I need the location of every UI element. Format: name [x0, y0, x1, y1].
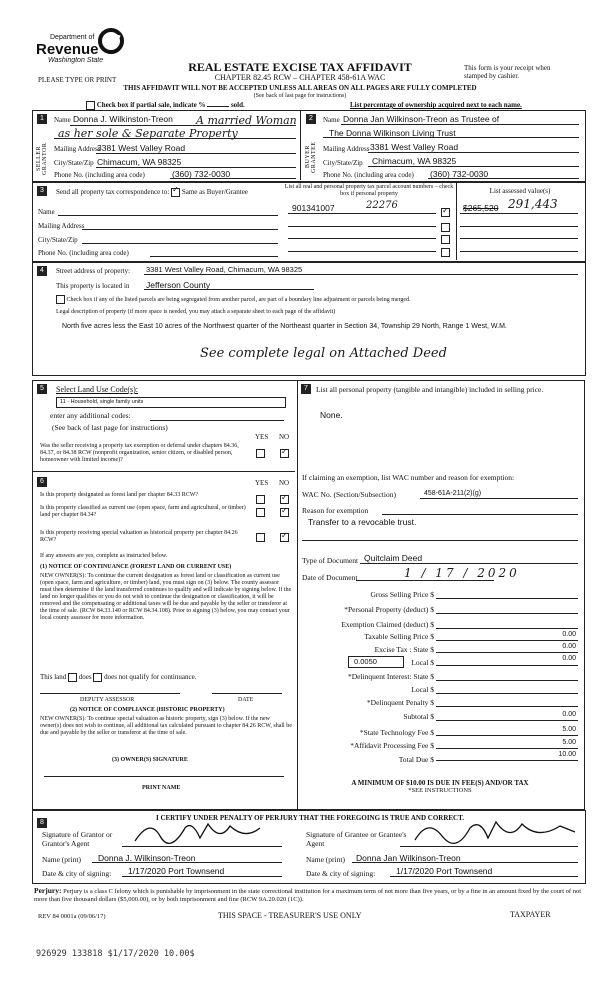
total-due-label: Total Due $	[398, 755, 434, 764]
s3-address-label: Mailing Address	[38, 222, 85, 230]
owner-signature: (3) OWNER(S) SIGNATURE	[112, 757, 188, 763]
buyer-city-label: City/State/Zip	[323, 159, 363, 167]
s5-see-back: (See back of last page for instructions)	[52, 423, 168, 432]
logo-dept: Department of	[50, 34, 95, 41]
taxable-price-value: 0.00	[562, 631, 576, 638]
county: Jefferson County	[146, 280, 211, 290]
buyer-name-line2: The Donna Wilkinson Living Trust	[329, 128, 456, 138]
gross-price-label: Gross Selling Price $	[370, 590, 434, 599]
local-rate: 0.0050	[354, 657, 377, 666]
grantee-sig-label: Signature of Grantee or Grantee's Agent	[306, 830, 407, 848]
perjury-notice: Perjury: Perjury is a class C felony which is punishable by imprisonment in the state correctional institution for a maximum term of not more than five years, or by a fine in an amount fixed by the court of not more than five thousand dollars ($5,000.00), or by both imprisonment and fine (RCW 9A.20.020 (1C)).	[34, 886, 582, 903]
seller-address: 3381 West Valley Road	[97, 143, 186, 153]
section-4-number: 4	[37, 266, 47, 276]
excise-state-label: Excise Tax : State $	[374, 645, 434, 654]
additional-codes-label: enter any additional codes:	[50, 411, 131, 420]
partial-sale-checkbox[interactable]	[86, 101, 95, 110]
s6-yes: YES	[255, 479, 269, 487]
dor-logo	[30, 28, 130, 68]
this-land-row: This land does does not qualify for continuance.	[40, 673, 197, 682]
reason-label: Reason for exemption	[302, 506, 369, 515]
section-3-number: 3	[37, 186, 47, 196]
buyer-address: 3381 West Valley Road	[370, 142, 459, 152]
tech-fee-value: 5.00	[562, 726, 576, 733]
doc-date-handwritten: 1 / 17 / 2020	[404, 566, 520, 580]
grantee-signature-icon	[410, 814, 580, 846]
seller-phone-label: Phone No. (including area code)	[54, 171, 145, 179]
seller-phone: (360) 732-0030	[172, 169, 231, 179]
personal-deduct-label: *Personal Property (deduct) $	[344, 605, 434, 614]
buyer-name: Donna Jan Wilkinson-Treon as Trustee of	[343, 114, 500, 124]
partial-sale-row: Check box if partial sale, indicate % sold.	[86, 101, 245, 110]
grantor-signature-icon	[130, 816, 280, 846]
segregated-checkbox[interactable]	[56, 295, 65, 304]
parcel-header: List all real and personal property tax parcel account numbers – check box if personal property	[284, 184, 454, 197]
seller-name-handwritten: A married Woman as her sole & Separate Property	[58, 114, 297, 140]
certify-statement: I CERTIFY UNDER PENALTY OF PERJURY THAT THE FOREGOING IS TRUE AND CORRECT.	[155, 814, 464, 822]
parcel-handwritten: 22276	[366, 200, 398, 211]
notice-1-title: (1) NOTICE OF CONTINUANCE (FOREST LAND OR CURRENT USE)	[40, 564, 232, 570]
local-label: Local $	[411, 658, 434, 667]
grantee-name: Donna Jan Wilkinson-Treon	[356, 853, 461, 863]
parcel-1-personal-checkbox[interactable]	[441, 208, 450, 217]
s6-q3-yes-checkbox[interactable]	[256, 533, 265, 542]
excise-state-value: 0.00	[562, 643, 576, 650]
deputy-assessor: DEPUTY ASSESSOR	[80, 697, 135, 703]
tech-fee-label: *State Technology Fee $	[359, 728, 434, 737]
legal-handwritten: See complete legal on Attached Deed	[200, 346, 447, 361]
exemption-label: If claiming an exemption, list WAC number and reason for exemption:	[302, 473, 515, 482]
subtotal-label: Subtotal $	[403, 712, 434, 721]
buyer-vertical-label: BUYER GRANTEE	[305, 141, 317, 173]
section-7-number: 7	[301, 384, 311, 394]
assessed-value-handwritten: 291,443	[508, 197, 558, 211]
cashier-stamp: 926929 133818 $1/17/2020 10.00$	[36, 949, 195, 959]
deputy-date: DATE	[238, 697, 254, 703]
grantor-signature[interactable]	[130, 816, 280, 846]
minimum-due: A MINIMUM OF $10.00 IS DUE IN FEE(S) AND/OR TAX	[351, 779, 529, 787]
land-does-checkbox[interactable]	[68, 673, 77, 682]
print-name: PRINT NAME	[142, 785, 181, 791]
located-label: This property is located in	[56, 282, 130, 290]
s3-name-label: Name	[38, 208, 55, 216]
section-6-number: 6	[37, 477, 47, 487]
form-chapter: CHAPTER 82.45 RCW – CHAPTER 458-61A WAC	[214, 73, 386, 82]
grantee-date-label: Date & city of signing:	[306, 869, 376, 878]
street-label: Street address of property:	[56, 267, 131, 275]
buyer-name-label: Name	[323, 116, 340, 124]
local-value: 0.00	[562, 655, 576, 662]
land-does-not-checkbox[interactable]	[93, 673, 102, 682]
grantor-sig-label: Signature of Grantor or Grantor's Agent	[42, 830, 113, 848]
grantee-signature[interactable]	[410, 814, 580, 846]
please-type: PLEASE TYPE OR PRINT	[38, 76, 117, 84]
taxpayer-label: TAXPAYER	[510, 910, 551, 919]
grantor-date-label: Date & city of signing:	[42, 869, 112, 878]
additional-codes-input[interactable]	[150, 420, 284, 421]
logo-revenue: Revenue	[36, 41, 99, 58]
notice-2-title: (2) NOTICE OF COMPLIANCE (HISTORIC PROPERTY)	[70, 707, 225, 713]
notice-1-body: NEW OWNER(S): To continue the current designation as forest land or classification as current use (open space, farm and agriculture, or timber) land, you must sign on (3) below. The county assessor must then determine if the land transferred continues to qualify and will indicate by signing below. If the land no longer qualifies or you do not wish to continue the designation or classification, it will be removed and the compensating or additional taxes will be due and payable by the seller or transferor at the time of sale. (RCW 84.33.140 or RCW 84.34.108). Prior to signing (3) below, you may contact your local county assessor for more information.	[40, 573, 292, 621]
s3-city-label: City/State/Zip	[38, 236, 78, 244]
s3-phone-label: Phone No. (including area code)	[38, 249, 129, 257]
section-5-number: 5	[37, 384, 47, 394]
parcel-4-personal-checkbox[interactable]	[441, 248, 450, 257]
s6-q2-yes-checkbox[interactable]	[256, 508, 265, 517]
s6-if-yes: If any answers are yes, complete as instructed below.	[40, 553, 168, 559]
doc-type: Quitclaim Deed	[364, 553, 423, 563]
affidavit-fee-label: *Affidavit Processing Fee $	[350, 741, 434, 750]
affidavit-fee-value: 5.00	[562, 739, 576, 746]
parcel-number: 901341007	[292, 203, 335, 213]
logo-swoosh-icon	[98, 28, 124, 54]
s6-no: NO	[279, 479, 290, 487]
section-1-number: 1	[37, 114, 47, 124]
assessed-value-struck: $265,520	[463, 203, 499, 213]
doc-date-label: Date of Document	[302, 573, 358, 582]
buyer-phone: (360) 732-0030	[430, 169, 489, 179]
grantor-name: Donna J. Wilkinson-Treon	[98, 853, 196, 863]
buyer-address-label: Mailing Address	[323, 145, 370, 153]
assessed-header: List assessed value(s)	[489, 187, 551, 195]
s6-q2-no-checkbox[interactable]	[280, 508, 289, 517]
treasurer-use: THIS SPACE - TREASURER'S USE ONLY	[218, 911, 362, 920]
s5-question: Was the seller receiving a property tax exemption or deferral under chapters 84.36, 84.37, or 84.38 RCW (nonprofit organization, senior citizen, or disabled person, homeowner with limited income)?	[40, 443, 239, 463]
send-correspondence: Send all property tax correspondence to: ✓ Same as Buyer/Grantee	[56, 188, 248, 197]
exemption-reason: Transfer to a revocable trust.	[308, 517, 417, 527]
s6-q1: Is this property designated as forest land per chapter 84.33 RCW?	[40, 492, 199, 498]
total-due-value: 10.00	[558, 751, 576, 758]
seller-city-label: City/State/Zip	[54, 159, 94, 167]
s6-q2: Is this property classified as current use (open space, farm and agricultural, or timber) land per chapter 84.34?	[40, 505, 246, 518]
delinquent-local-label: Local $	[411, 685, 434, 694]
form-title: REAL ESTATE EXCISE TAX AFFIDAVIT	[188, 60, 412, 74]
form-warning: THIS AFFIDAVIT WILL NOT BE ACCEPTED UNLESS ALL AREAS ON ALL PAGES ARE FULLY COMPLETED	[123, 84, 477, 92]
street-address: 3381 West Valley Road, Chimacum, WA 98325	[146, 265, 303, 274]
wac-number: 458-61A-211(2)(g)	[424, 490, 482, 497]
seller-name-label: Name	[54, 116, 71, 124]
exemption-claimed-label: Exemption Claimed (deduct) $	[341, 620, 434, 629]
s5-no: NO	[279, 433, 290, 441]
grantee-date: 1/17/2020 Port Townsend	[396, 866, 493, 876]
notice-2-body: NEW OWNER(S): To continue special valuation as historic property, sign (3) below. If the new owner(s) does not wish to continue, all additional tax calculated pursuant to chapter 84.26 RCW, shall be due and payable by the seller or transferor at the time of sale.	[40, 716, 292, 736]
section-8-number: 8	[37, 818, 47, 828]
s5-yes-checkbox[interactable]	[256, 449, 265, 458]
section-2-number: 2	[306, 114, 316, 124]
form-see-back: (See back of last page for instructions)	[253, 93, 347, 99]
see-instructions: *SEE INSTRUCTIONS	[408, 787, 472, 794]
grantor-date: 1/17/2020 Port Townsend	[128, 866, 225, 876]
same-as-buyer-checkbox[interactable]	[171, 188, 180, 197]
s5-no-checkbox[interactable]	[280, 449, 289, 458]
rev-number: REV 84 0001a (09/06/17)	[38, 913, 106, 920]
personal-property-label: List all personal property (tangible and intangible) included in selling price.	[316, 385, 544, 394]
taxable-price-label: Taxable Selling Price $	[364, 632, 434, 641]
legal-description: North five acres less the East 10 acres of the Northwest quarter of the Northeast quarter in Section 34, Township 29 North, Range 1 West, W.M.	[62, 323, 507, 330]
doc-type-label: Type of Document	[302, 556, 359, 565]
buyer-city: Chimacum, WA 98325	[372, 156, 457, 166]
s6-q3: Is this property receiving special valuation as historical property per chapter 84.26 RCW?	[40, 530, 238, 543]
grantee-name-label: Name (print)	[306, 855, 345, 864]
buyer-phone-label: Phone No. (including area code)	[323, 171, 414, 179]
delinquent-penalty-label: *Delinquent Penalty $	[366, 698, 434, 707]
grantor-name-label: Name (print)	[42, 855, 81, 864]
personal-property: None.	[320, 410, 343, 420]
pct-ownership-note: List percentage of ownership acquired next to each name.	[350, 101, 522, 109]
seller-vertical-label: SELLER GRANTOR	[36, 142, 48, 176]
wac-label: WAC No. (Section/Subsection)	[302, 490, 396, 499]
seller-address-label: Mailing Address	[54, 145, 101, 153]
seller-name: Donna J. Wilkinston-Treon	[73, 114, 173, 124]
legal-label: Legal description of property (if more space is needed, you may attach a separate sheet to each page of the affidavit)	[56, 309, 336, 315]
segregated-row: Check box if any of the listed parcels are being segregated from another parcel, are part of a boundary line adjustment or parcels being merged.	[56, 295, 580, 304]
logo-state: Washington State	[48, 57, 104, 64]
subtotal-value: 0.00	[562, 711, 576, 718]
land-use-label: Select Land Use Code(s):	[56, 385, 138, 394]
s5-yes: YES	[255, 433, 269, 441]
land-use-select[interactable]: 11 - Household, single family units	[56, 397, 286, 408]
receipt-note: This form is your receipt when stamped by cashier.	[464, 64, 551, 80]
delinquent-interest-label: *Delinquent Interest: State $	[347, 672, 434, 681]
seller-city: Chimacum, WA 98325	[97, 157, 182, 167]
s6-q3-no-checkbox[interactable]	[280, 533, 289, 542]
